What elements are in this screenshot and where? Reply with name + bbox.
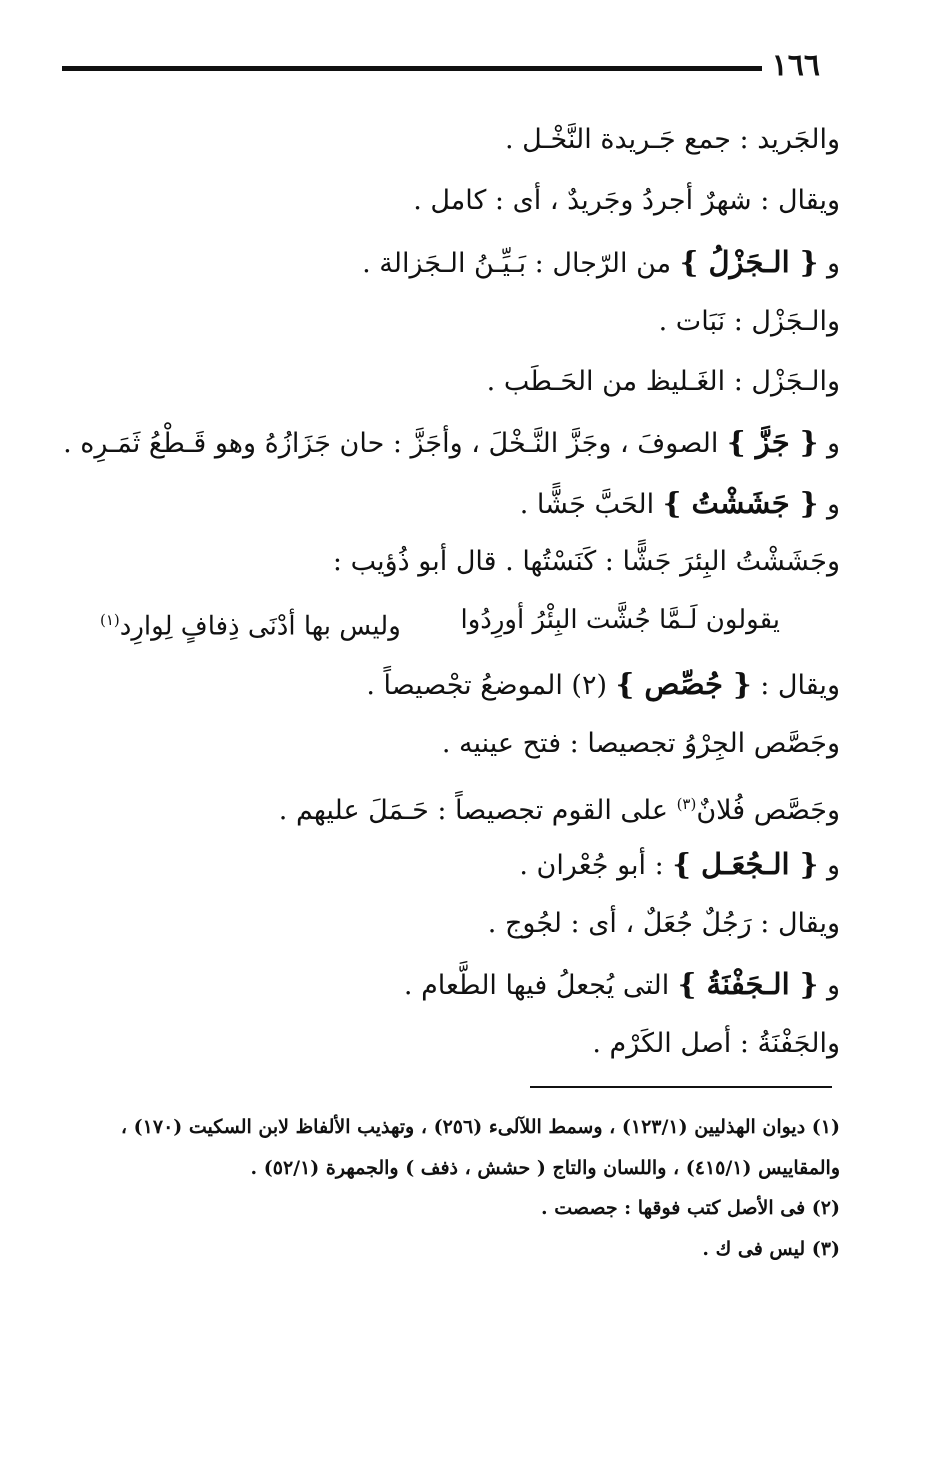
- line-text: (٢) الموضعُ تجْصيصاً .: [366, 670, 616, 701]
- poem-hemistich-second: [100, 600, 401, 647]
- poem-hemistich-first: يقولون لَـمَّا جُشَّت البِئْرُ أورِدُوا: [460, 605, 780, 635]
- line-text: ويقال : رَجُلٌ جُعَلٌ ، أى : لجُوج .: [487, 908, 840, 939]
- page-number: ١٦٦: [771, 48, 820, 83]
- line-text: التى يُجعلُ فيها الطَّعام .: [403, 970, 678, 1001]
- entry-line: [362, 242, 840, 284]
- line-text: و: [818, 970, 840, 1001]
- footnote: (١) ديوان الهذليين (١٢٣/١) ، وسمط اللآلىء (٢٥٦) ، وتهذيب الألفاظ لابن السكيت (١٧٠) ،: [120, 1116, 840, 1138]
- line-text: من الرّجال : بَـيِّـنُ الـجَزالة .: [362, 248, 680, 279]
- entry-line: [404, 964, 840, 1006]
- footnote: (٢) فى الأصل كتب فوقها : جصصت .: [540, 1197, 840, 1219]
- headword: { جَزَّ }: [726, 425, 819, 459]
- line-text: والجَفْنَةُ : أصل الكَرْم .: [592, 1028, 840, 1059]
- entry-line: [366, 664, 840, 706]
- headword: { الـجُعَـل }: [672, 847, 819, 881]
- poem-hemistich-text: وليس بها أدْنَى ذِفافٍ لِوارِد: [119, 611, 401, 642]
- header-rule: [62, 66, 762, 71]
- entry-line: [442, 724, 840, 764]
- entry-line: [659, 302, 840, 342]
- line-text: والجَريد : جمع جَـريدة النَّخْـل .: [504, 124, 840, 155]
- line-text: ويقال :: [751, 670, 840, 701]
- entry-line: [505, 120, 840, 160]
- line-text: وجَصَّص الجِرْوُ تجصيصا : فتح عينيه .: [441, 728, 840, 759]
- line-text: و: [818, 428, 840, 459]
- poem-verse: [100, 600, 780, 640]
- entry-line: [488, 904, 840, 944]
- footnote: والمقاييس (٤١٥/١) ، واللسان والتاج ( حشش ، ذفف ) والجمهرة (٥٢/١) .: [250, 1157, 840, 1179]
- line-text: و: [818, 850, 840, 881]
- line-text: الصوفَ ، وجَزَّ النَّـخْلَ ، وأجَزَّ : حان جَزَازُهُ وهو قَـطْعُ ثَمَـرِه .: [63, 428, 727, 459]
- line-text: و: [818, 248, 840, 279]
- entry-line: [333, 542, 840, 582]
- entry-line: [413, 181, 840, 221]
- line-text: و: [818, 489, 840, 520]
- footnote-ref: (١): [100, 611, 120, 629]
- footnote-rule: [530, 1086, 832, 1088]
- entry-line: [279, 784, 840, 831]
- footnote-ref: (٣): [676, 795, 697, 813]
- headword: { الـجَزْلُ }: [679, 245, 819, 279]
- line-text: : أبو جُعْران .: [519, 850, 673, 881]
- headword: { الـجَفْنَةُ }: [677, 967, 819, 1001]
- line-text: وجَشَشْتُ البِئرَ جَشًّا : كَنَسْتُها . قال أبو ذُؤيب :: [332, 546, 840, 577]
- entry-line: [592, 1024, 840, 1064]
- line-text: والـجَزْل : نَبَات .: [658, 306, 840, 337]
- entry-line: [487, 362, 840, 402]
- entry-line: [519, 844, 840, 886]
- headword: { جَشَشْتُ }: [662, 486, 819, 520]
- footnote: (٣) ليس فى ك .: [702, 1238, 840, 1260]
- line-text: والـجَزْل : الغَـليظ من الحَـطَب .: [486, 366, 840, 397]
- headword: { جُصِّص }: [615, 667, 752, 701]
- line-text: وجَصَّص فُلانٌ: [696, 795, 840, 826]
- line-text: على القوم تجصيصاً : حَـمَلَ عليهم .: [278, 795, 677, 826]
- line-text: الحَبَّ جَشًّا .: [519, 489, 663, 520]
- entry-line: [520, 483, 840, 525]
- entry-line: [63, 422, 840, 464]
- line-text: ويقال : شهرٌ أجردُ وجَريدٌ ، أى : كامل .: [413, 185, 840, 216]
